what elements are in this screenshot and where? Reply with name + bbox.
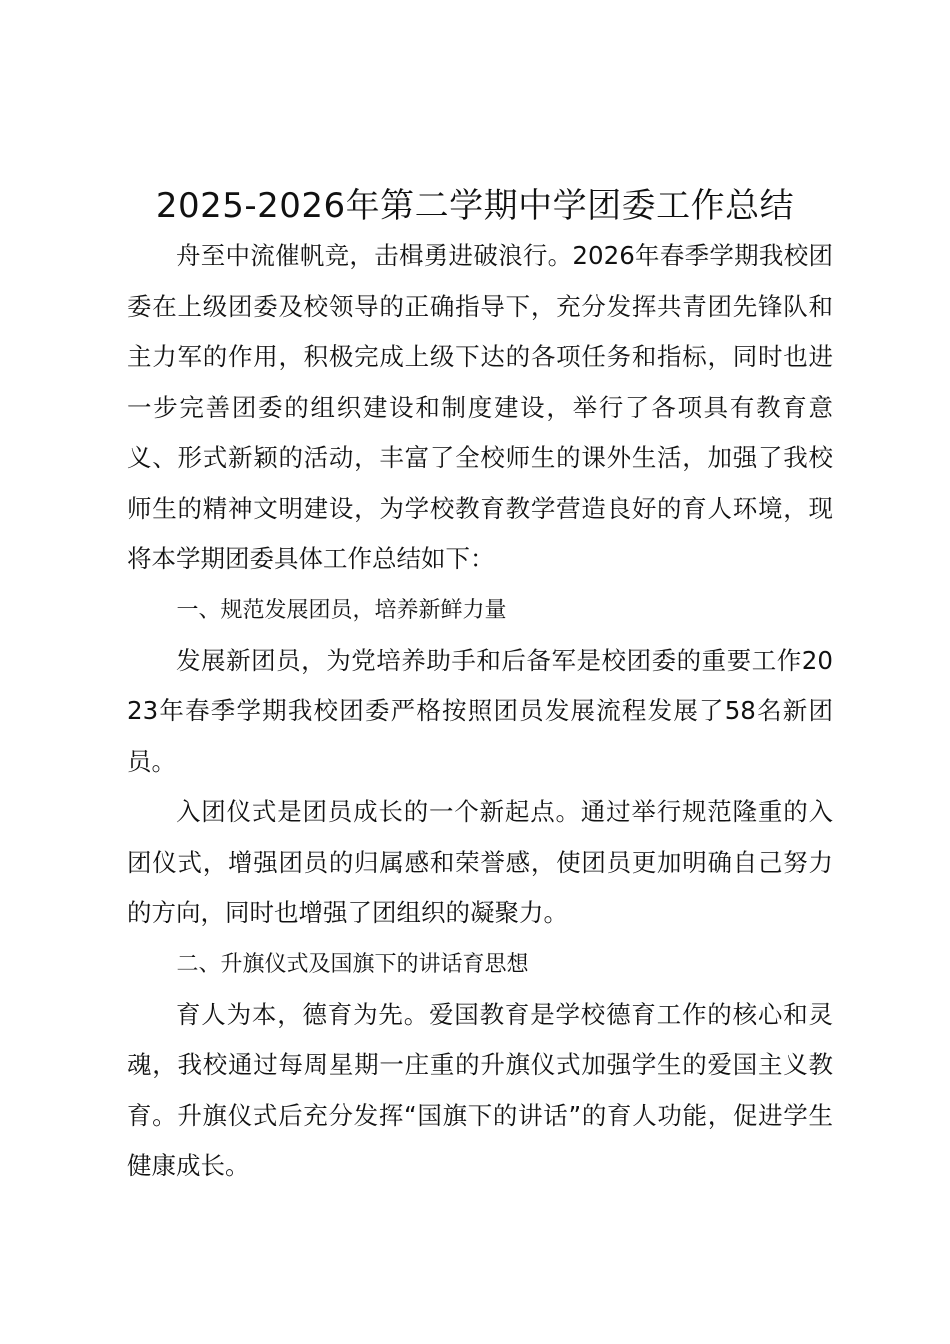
section-heading-1: 一、规范发展团员，培养新鲜力量 [176, 597, 507, 623]
paragraph-flag-raising: 育人为本，德育为先。爱国教育是学校德育工作的核心和灵魂，我校通过每周星期一庄重的升旗仪式加强学生的爱国主义教育。升旗仪式后充分发挥“国旗下的讲话”的育人功能，促进学生健康成长。 [127, 999, 833, 1180]
document-title: 2025-2026年第二学期中学团委工作总结 [155, 186, 795, 226]
intro-paragraph: 舟至中流催帆竞，击楫勇进破浪行。2026年春季学期我校团委在上级团委及校领导的正确指导下，充分发挥共青团先锋队和主力军的作用，积极完成上级下达的各项任务和指标，同时也进一步完善团委的组织建设和制度建设，举行了各项具有教育意义、形式新颖的活动，丰富了全校师生的课外生活，加强了我校师生的精神文明建设，为学校教育教学营造良好的育人环境，现将本学期团委具体工作总结如下： [127, 241, 833, 573]
paragraph-new-members: 发展新团员，为党培养助手和后备军是校团委的重要工作2023年春季学期我校团委严格按照团员发展流程发展了58名新团员。 [127, 645, 833, 776]
section-heading-2: 二、升旗仪式及国旗下的讲话育思想 [176, 951, 529, 977]
paragraph-induction-ceremony: 入团仪式是团员成长的一个新起点。通过举行规范隆重的入团仪式，增强团员的归属感和荣誉感，使团员更加明确自己努力的方向，同时也增强了团组织的凝聚力。 [127, 797, 833, 927]
document-body [127, 231, 833, 1192]
